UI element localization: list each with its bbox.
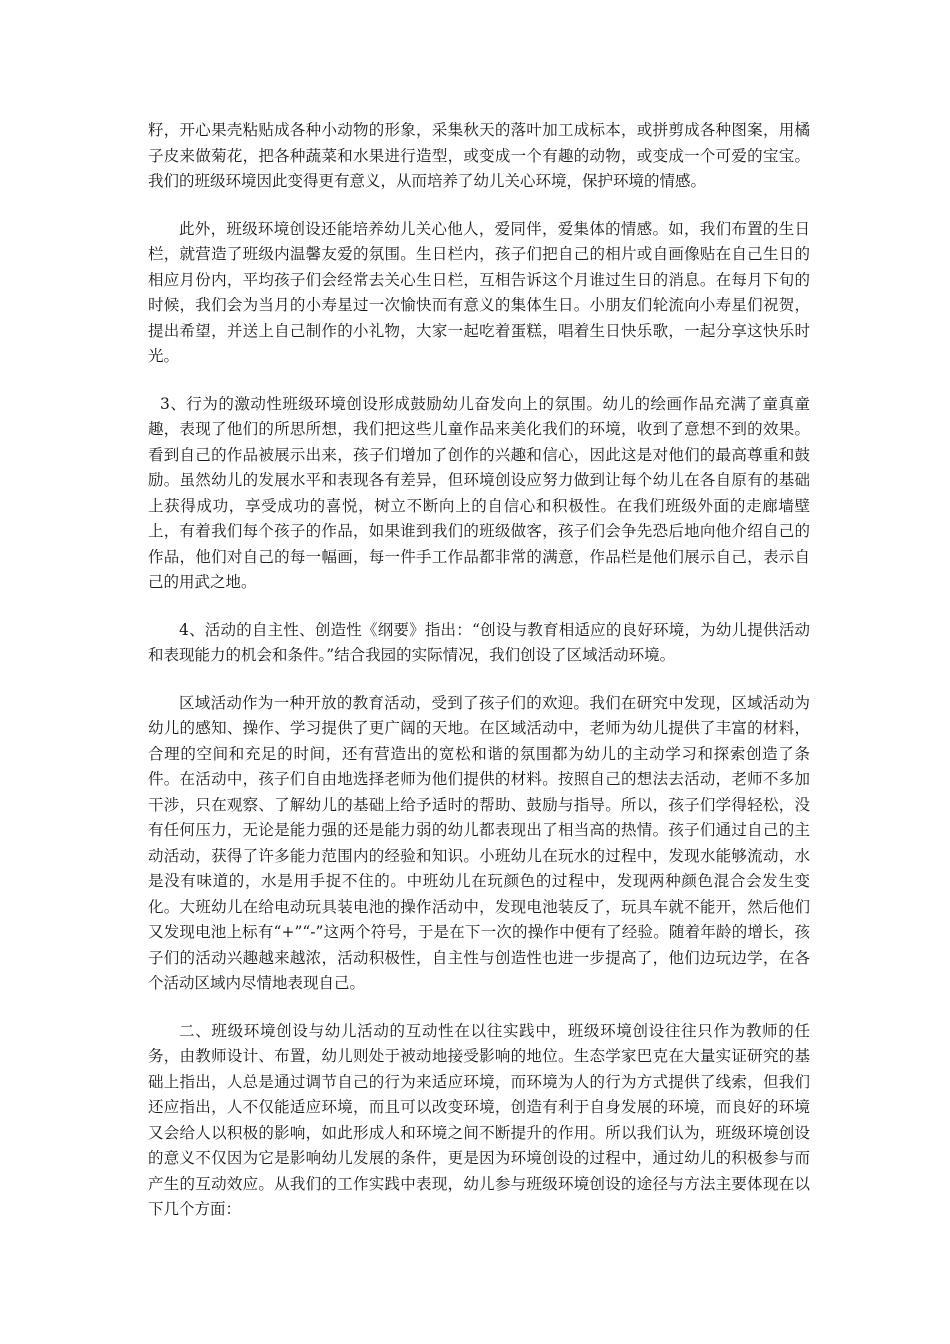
- paragraph-area-activities: 区域活动作为一种开放的教育活动，受到了孩子们的欢迎。我们在研究中发现，区域活动为幼儿的感知、操作、学习提供了更广阔的天地。在区域活动中，老师为幼儿提供了丰富的材料，合理的空间和充足的时间，还有营造出的宽松和谐的氛围都为幼儿的主动学习和探索创造了条件。在活动中，孩子们自由地选择老师为他们提供的材料。按照自己的想法去活动，老师不多加干涉，只在观察、了解幼儿的基础上给予适时的帮助、鼓励与指导。所以，孩子们学得轻松，没有任何压力，无论是能力强的还是能力弱的幼儿都表现出了相当高的热情。孩子们通过自己的主动活动，获得了许多能力范围内的经验和知识。小班幼儿在玩水的过程中，发现水能够流动，水是没有味道的，水是用手捉不住的。中班幼儿在玩颜色的过程中，发现两种颜色混合会发生变化。大班幼儿在给电动玩具装电池的操作活动中，发现电池装反了，玩具车就不能开，然后他们又发现电池上标有“+”“-”这两个符号，于是在下一次的操作中便有了经验。随着年龄的增长，孩子们的活动兴趣越来越浓，活动积极性，自主性与创造性也进一步提高了，他们边玩边学，在各个活动区域内尽情地表现自己。: [148, 693, 810, 992]
- paragraph-continuation: 籽，开心果壳粘贴成各种小动物的形象，采集秋天的落叶加工成标本，或拼剪成各种图案，用橘子皮来做菊花，把各种蔬菜和水果进行造型，或变成一个有趣的动物，或变成一个可爱的宝宝。我们的班级环境因此变得更有意义，从而培养了幼儿关心环境，保护环境的情感。: [148, 121, 810, 190]
- paragraph-birthday-board: 此外，班级环境创设还能培养幼儿关心他人，爱同伴，爱集体的情感。如，我们布置的生日栏，就营造了班级内温馨友爱的氛围。生日栏内，孩子们把自己的相片或自画像贴在自己生日的相应月份内，平均孩子们会经常去关心生日栏，互相告诉这个月谁过生日的消息。在每月下旬的时候，我们会为当月的小寿星过一次愉快而有意义的集体生日。小朋友们轮流向小寿星们祝贺，提出希望，并送上自己制作的小礼物，大家一起吃着蛋糕，唱着生日快乐歌，一起分享这快乐时光。: [148, 219, 810, 365]
- document-body: [148, 118, 810, 1245]
- paragraph-section-4: 4、活动的自主性、创造性《纲要》指出：“创设与教育相适应的良好环境，为幼儿提供活动和表现能力的机会和条件。”结合我园的实际情况，我们创设了区域活动环境。: [148, 620, 810, 664]
- paragraph-section-3: 3、行为的激动性班级环境创设形成鼓励幼儿奋发向上的氛围。幼儿的绘画作品充满了童真童趣，表现了他们的所思所想，我们把这些儿童作品来美化我们的环境，收到了意想不到的效果。看到自己的作品被展示出来，孩子们增加了创作的兴趣和信心，因此这是对他们的最高尊重和鼓励。虽然幼儿的发展水平和表现各有差异，但环境创设应努力做到让每个幼儿在各自原有的基础上获得成功，享受成功的喜悦，树立不断向上的自信心和积极性。在我们班级外面的走廊墙壁上，有着我们每个孩子的作品，如果谁到我们的班级做客，孩子们会争先恐后地向他介绍自己的作品，他们对自己的每一幅画，每一件手工作品都非常的满意，作品栏是他们展示自己，表示自己的用武之地。: [148, 394, 810, 591]
- paragraph-part-two: 二、班级环境创设与幼儿活动的互动性在以往实践中，班级环境创设往往只作为教师的任务，由教师设计、布置，幼儿则处于被动地接受影响的地位。生态学家巴克在大量实证研究的基础上指出，人总是通过调节自己的行为来适应环境，而环境为人的行为方式提供了线索，但我们还应指出，人不仅能适应环境，而且可以改变环境，创造有利于自身发展的环境，而良好的环境又会给人以积极的影响，如此形成人和环境之间不断提升的作用。所以我们认为，班级环境创设的意义不仅因为它是影响幼儿发展的条件，更是因为环境创设的过程中，通过幼儿的积极参与而产生的互动效应。从我们的工作实践中表现，幼儿参与班级环境创设的途径与方法主要体现在以下几个方面：: [148, 1021, 810, 1218]
